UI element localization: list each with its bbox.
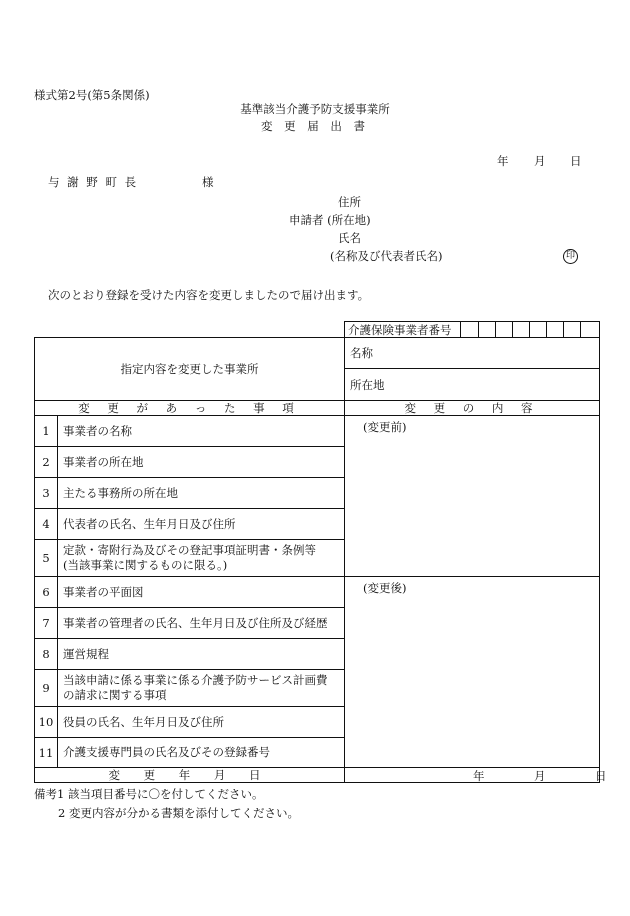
date-day: 日 [570,154,582,168]
change-form-table [34,321,607,783]
item-label: 事業者の所在地 [57,446,345,478]
item-number: 5 [34,539,58,577]
change-date-year: 年 [473,769,485,783]
intro-text: 次のとおり登録を受けた内容を変更しましたので届け出ます。 [48,288,370,302]
change-content-header: 変 更 の 内 容 [344,400,600,416]
date-month: 月 [534,154,546,168]
item-number: 9 [34,669,58,707]
item-label: 定款・寄附行為及びその登記事項証明書・条例等 (当該事業に関するものに限る。) [57,539,345,577]
applicant-label: 申請者 (所在地) [289,213,371,227]
item-number: 3 [34,477,58,509]
address-label: 住所 [338,195,361,209]
changed-items-header: 変 更 が あ っ た 事 項 [34,400,345,416]
before-label: (変更前) [363,420,407,434]
item-label: 役員の氏名、生年月日及び住所 [57,706,345,738]
name-label: 氏名 [338,231,361,245]
item-number: 8 [34,638,58,670]
office-label: 指定内容を変更した事業所 [34,337,345,401]
item-label: 介護支援専門員の氏名及びその登録番号 [57,737,345,768]
date-year: 年 [497,154,509,168]
office-location-label: 所在地 [344,368,600,401]
before-change-field[interactable] [344,415,600,577]
office-name-label: 名称 [344,337,600,369]
addressee: 与 謝 野 町 長 [48,175,139,189]
title-line1: 基準該当介護予防支援事業所 [240,102,390,116]
change-date-day: 日 [595,769,607,783]
insurer-number-label: 介護保険事業者番号 [344,321,461,338]
item-number: 7 [34,607,58,639]
change-date-field[interactable] [344,767,607,783]
addressee-suffix: 様 [202,175,214,189]
item-label: 運営規程 [57,638,345,670]
note-1: 備考1 該当項目番号に〇を付してください。 [34,787,264,801]
title-line2: 変 更 届 出 書 [260,119,370,133]
item-number: 1 [34,415,58,447]
item-label: 事業者の平面図 [57,576,345,608]
change-date-month: 月 [534,769,546,783]
item-label: 主たる事務所の所在地 [57,477,345,509]
seal-stamp: 印 [563,249,578,264]
change-date-label: 変 更 年 月 日 [34,767,345,783]
item-label: 事業者の管理者の氏名、生年月日及び住所及び経歴 [57,607,345,639]
item-label: 当該申請に係る事業に係る介護予防サービス計画費 の請求に関する事項 [57,669,345,707]
item-number: 6 [34,576,58,608]
name-note: (名称及び代表者氏名) [330,249,443,263]
insurer-number-field[interactable] [460,321,600,338]
item-number: 10 [34,706,58,738]
note-2: 2 変更内容が分かる書類を添付してください。 [58,806,299,820]
item-number: 4 [34,508,58,540]
item-number: 11 [34,737,58,768]
item-label: 事業者の名称 [57,415,345,447]
after-label: (変更後) [363,581,407,595]
form-number: 様式第2号(第5条関係) [34,88,150,102]
after-change-field[interactable] [344,576,600,768]
item-label: 代表者の氏名、生年月日及び住所 [57,508,345,540]
item-number: 2 [34,446,58,478]
